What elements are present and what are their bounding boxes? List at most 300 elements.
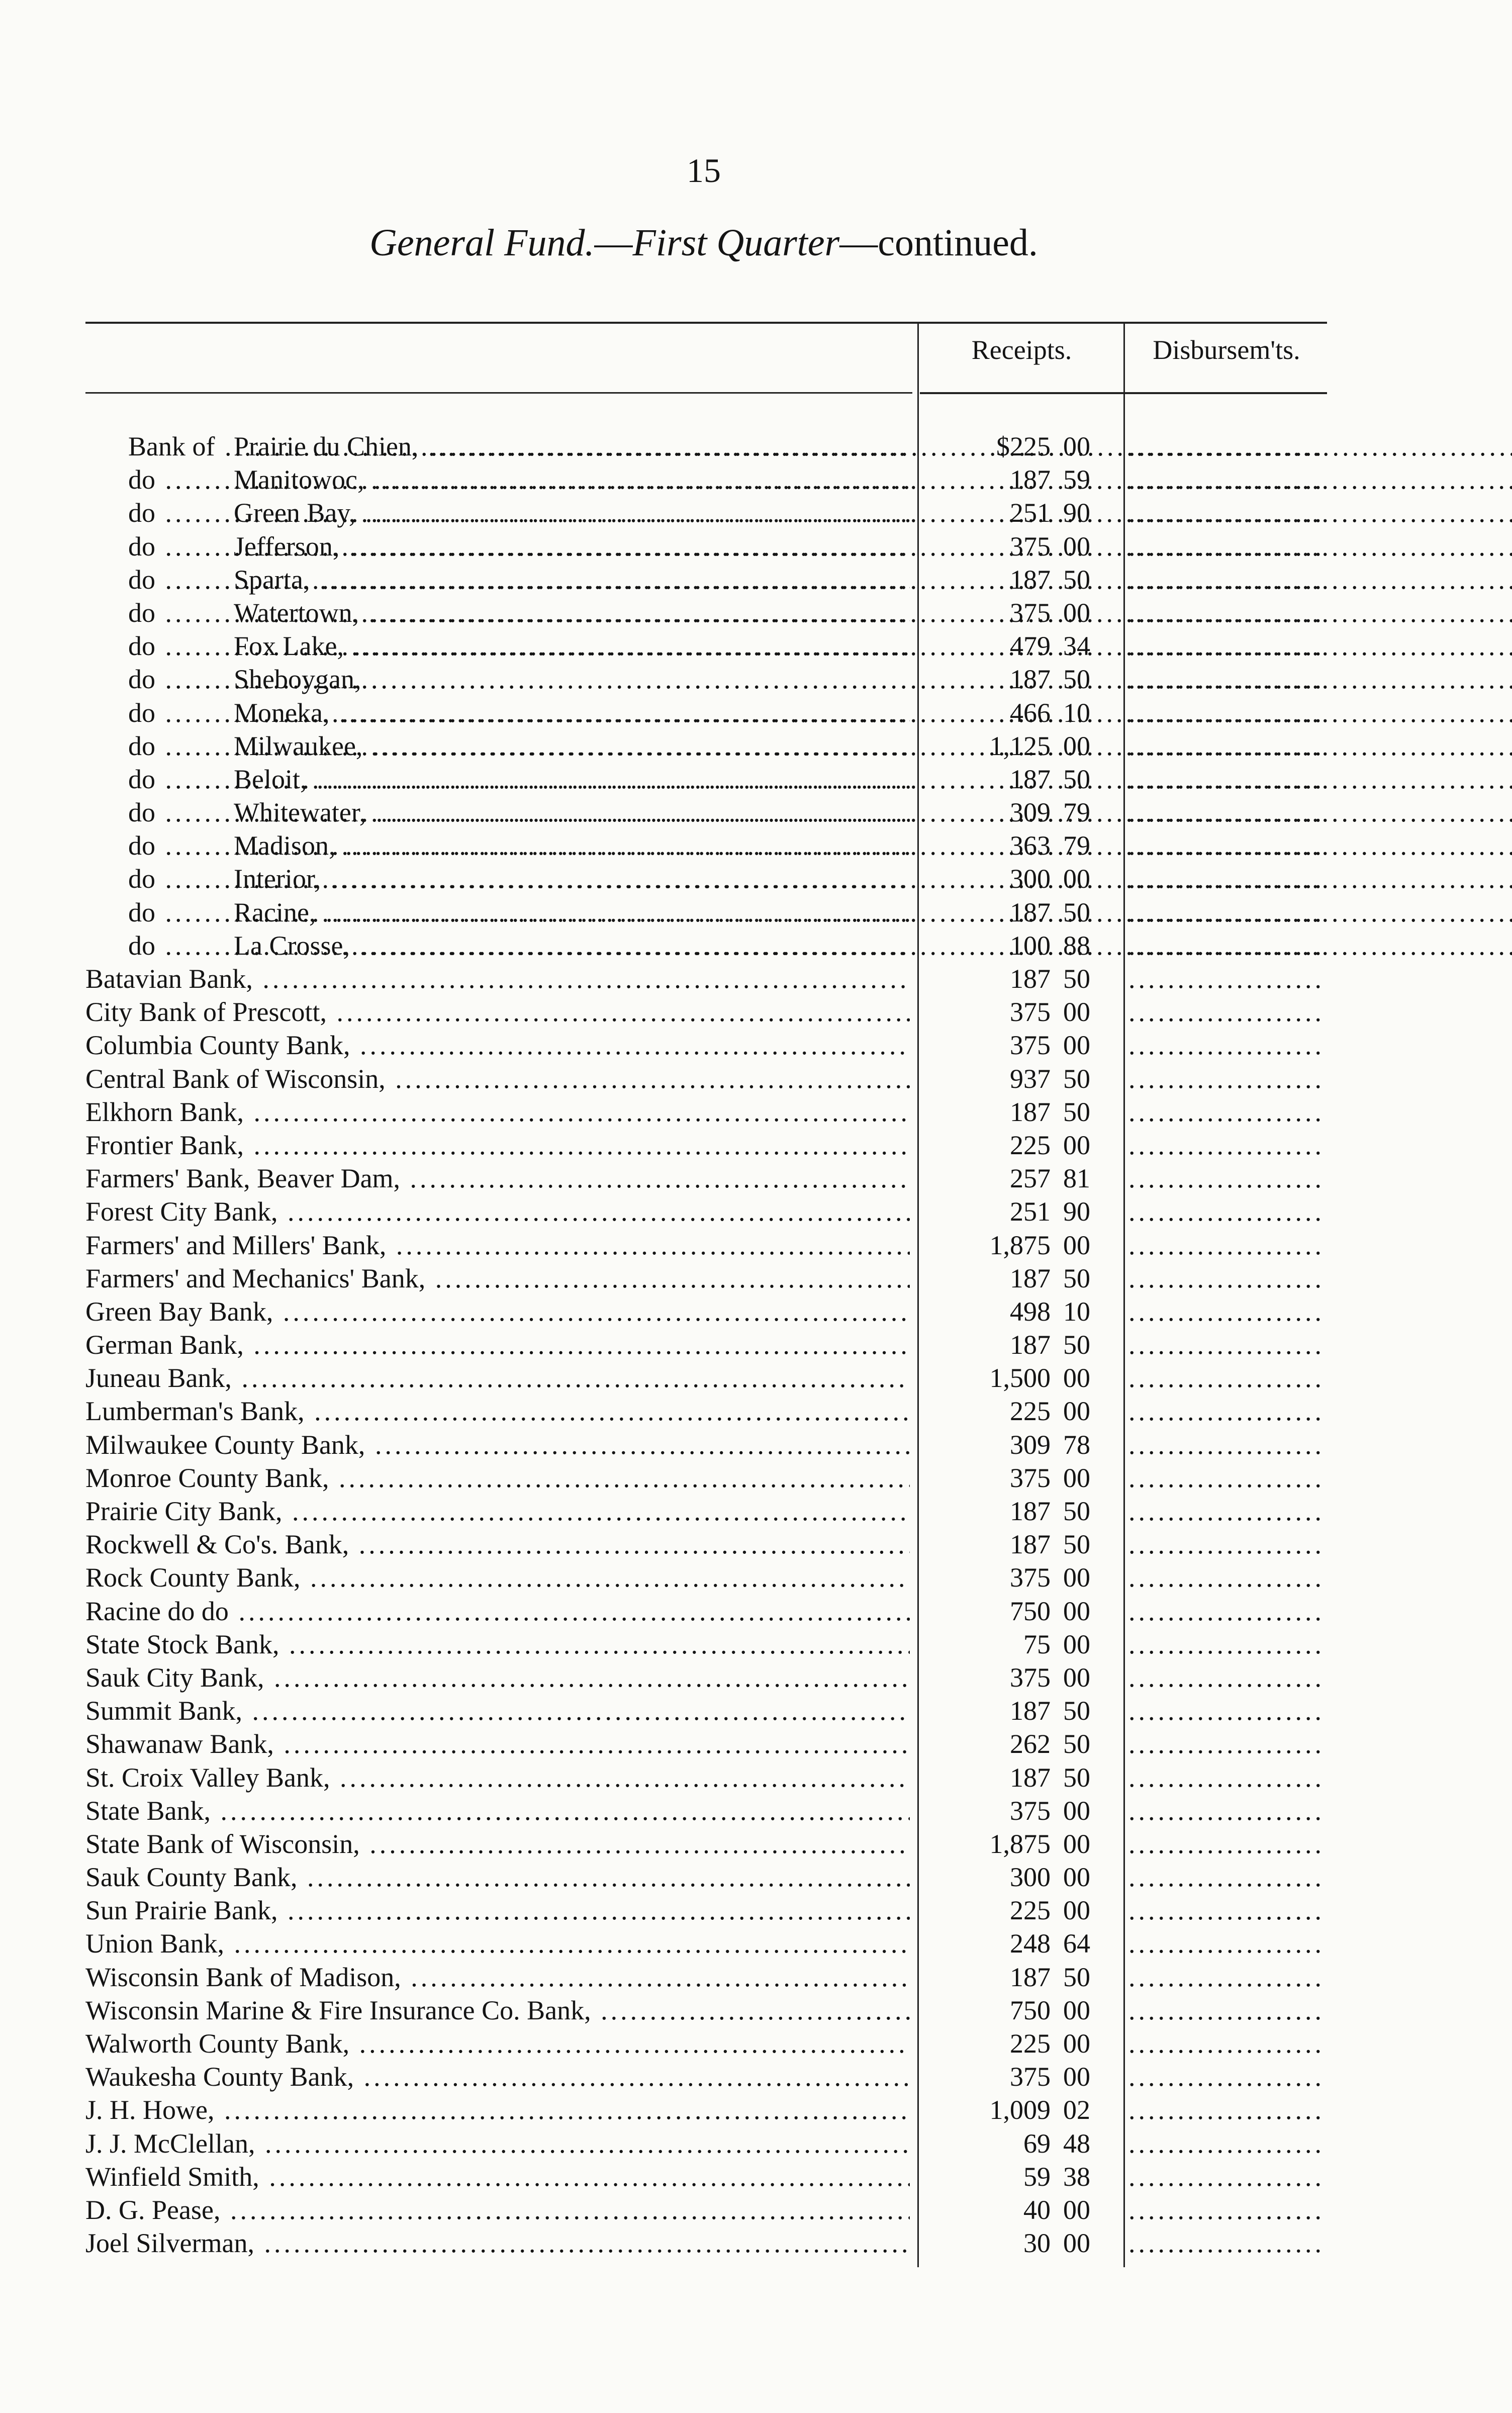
disbursements-column-header: Disbursem'ts. [1153, 335, 1300, 365]
table-row [0, 629, 1512, 663]
receipt-dollars: 40 [1023, 2194, 1051, 2225]
disbursement-leader [1128, 829, 1322, 862]
disbursement-leader [1128, 1561, 1322, 1594]
entry-name: Batavian Bank, ..... [85, 962, 910, 995]
disbursement-leader [1128, 1162, 1322, 1195]
entry-name: City Bank of Prescott, ..... [85, 995, 910, 1029]
table-row [0, 1661, 1512, 1694]
receipt-dollars: 251 [1010, 498, 1051, 528]
disbursement-leader [1128, 1694, 1322, 1727]
entry-name: Juneau Bank, ..... [85, 1361, 910, 1395]
table-row [0, 1029, 1512, 1062]
entry-prefix: do ..... [128, 896, 211, 929]
disbursement-leader [1128, 1794, 1322, 1827]
disbursement-leader [1128, 1661, 1322, 1694]
table-row [0, 463, 1512, 496]
receipt-dollars: 375 [1010, 1562, 1051, 1593]
entry-name: Green Bay, ..... [234, 496, 910, 529]
disbursement-leader [1128, 530, 1322, 563]
disbursement-leader [1128, 1229, 1322, 1262]
disbursement-leader [1128, 896, 1322, 929]
table-row [0, 2060, 1512, 2093]
entry-prefix: Bank of ..... [128, 430, 211, 463]
disbursement-leader [1128, 463, 1322, 496]
disbursement-leader [1128, 696, 1322, 729]
receipt-cents: 00 [1063, 2028, 1090, 2059]
entry-name: Milwaukee, ..... [234, 729, 910, 763]
table-row [0, 1595, 1512, 1628]
receipt-cents: 00 [1063, 1396, 1090, 1427]
disbursement-leader [1128, 1894, 1322, 1927]
table-row [0, 1961, 1512, 1994]
entry-prefix: do ..... [128, 530, 211, 563]
receipt-dollars: 375 [1010, 597, 1051, 628]
receipt-dollars: 375 [1010, 1662, 1051, 1693]
receipt-cents: 00 [1063, 431, 1090, 461]
entry-name: Jefferson, ..... [234, 530, 910, 563]
entry-name: Columbia County Bank, ..... [85, 1029, 910, 1062]
table-row [0, 430, 1512, 463]
table-row [0, 862, 1512, 895]
entry-name: Farmers' and Mechanics' Bank, ..... [85, 1262, 910, 1295]
entry-prefix: do ..... [128, 463, 211, 496]
receipt-dollars: 375 [1010, 997, 1051, 1028]
receipt-cents: 00 [1063, 1828, 1090, 1859]
receipt-dollars: 1,009 [989, 2095, 1051, 2125]
disbursement-leader [1128, 1761, 1322, 1794]
disbursement-leader [1128, 1129, 1322, 1162]
table-row [0, 530, 1512, 563]
entry-name: Farmers' Bank, Beaver Dam, ..... [85, 1162, 910, 1195]
entry-name: Winfield Smith, ..... [85, 2160, 910, 2193]
receipt-cents: 50 [1063, 1962, 1090, 1992]
entry-name: Moneka, ..... [234, 696, 910, 729]
disbursement-leader [1128, 2226, 1322, 2260]
disbursement-leader [1128, 663, 1322, 696]
receipt-cents: 00 [1063, 1462, 1090, 1493]
entry-name: Rock County Bank, ..... [85, 1561, 910, 1594]
table-row [0, 896, 1512, 929]
disbursement-leader [1128, 1295, 1322, 1328]
receipt-cents: 34 [1063, 631, 1090, 662]
entry-prefix: do ..... [128, 563, 211, 596]
receipt-cents: 50 [1063, 1762, 1090, 1793]
receipt-dollars: 1,875 [989, 1828, 1051, 1859]
disbursement-leader [1128, 1062, 1322, 1095]
receipt-cents: 50 [1063, 1263, 1090, 1293]
receipt-cents: 02 [1063, 2095, 1090, 2125]
entry-name: Forest City Bank, ..... [85, 1195, 910, 1228]
entry-name: Racine do do ..... [85, 1595, 910, 1628]
disbursement-leader [1128, 563, 1322, 596]
receipt-dollars: 498 [1010, 1296, 1051, 1327]
table-row [0, 1827, 1512, 1861]
table-row [0, 496, 1512, 529]
receipt-cents: 00 [1063, 1795, 1090, 1826]
receipt-cents: 00 [1063, 1862, 1090, 1893]
receipt-dollars: 750 [1010, 1995, 1051, 2025]
receipt-dollars: 375 [1010, 1030, 1051, 1061]
disbursement-leader [1128, 1262, 1322, 1295]
entry-name: Prairie City Bank, ..... [85, 1495, 910, 1528]
entry-name: German Bank, ..... [85, 1328, 910, 1361]
table-row [0, 1428, 1512, 1461]
receipt-cents: 00 [1063, 997, 1090, 1028]
disbursement-leader [1128, 1461, 1322, 1495]
receipt-cents: 00 [1063, 1596, 1090, 1626]
disbursement-leader [1128, 2060, 1322, 2093]
table-row [0, 729, 1512, 763]
disbursement-leader [1128, 862, 1322, 895]
receipt-dollars: 363 [1010, 830, 1051, 861]
table-row [0, 596, 1512, 629]
receipt-cents: 59 [1063, 465, 1090, 495]
disbursement-leader [1128, 1195, 1322, 1228]
receipt-cents: 50 [1063, 764, 1090, 794]
entry-prefix: do ..... [128, 663, 211, 696]
disbursement-leader [1128, 729, 1322, 763]
disbursement-leader [1128, 1495, 1322, 1528]
receipt-cents: 64 [1063, 1928, 1090, 1959]
entry-name: J. J. McClellan, ..... [85, 2127, 910, 2160]
entry-name: Farmers' and Millers' Bank, ..... [85, 1229, 910, 1262]
entry-name: Interior, ..... [234, 862, 910, 895]
entry-prefix: do ..... [128, 496, 211, 529]
receipt-dollars: 1,125 [989, 730, 1051, 761]
disbursement-leader [1128, 2093, 1322, 2126]
entry-prefix: do ..... [128, 629, 211, 663]
entry-name: State Stock Bank, ..... [85, 1628, 910, 1661]
table-row [0, 1528, 1512, 1561]
entry-name: Union Bank, ..... [85, 1927, 910, 1960]
receipt-dollars: 466 [1010, 697, 1051, 728]
receipt-dollars: 309 [1010, 797, 1051, 828]
entry-name: Monroe County Bank, ..... [85, 1461, 910, 1495]
table-row [0, 1262, 1512, 1295]
receipt-dollars: 75 [1023, 1629, 1051, 1659]
heading-continued: continued. [878, 222, 1038, 264]
receipt-cents: 00 [1063, 1363, 1090, 1394]
table-top-rule [85, 322, 1327, 324]
receipt-cents: 50 [1063, 564, 1090, 595]
entry-name: J. H. Howe, ..... [85, 2093, 910, 2126]
disbursement-leader [1128, 796, 1322, 829]
receipt-cents: 50 [1063, 1330, 1090, 1360]
receipt-cents: 79 [1063, 830, 1090, 861]
receipt-cents: 50 [1063, 1529, 1090, 1560]
entry-name: Sauk County Bank, ..... [85, 1861, 910, 1894]
table-row [0, 763, 1512, 796]
disbursement-leader [1128, 929, 1322, 962]
disbursement-leader [1128, 763, 1322, 796]
disbursement-leader [1128, 1827, 1322, 1861]
disbursement-leader [1128, 596, 1322, 629]
receipt-cents: 00 [1063, 2194, 1090, 2225]
receipt-dollars: 300 [1010, 1862, 1051, 1893]
receipt-dollars: 187 [1010, 1762, 1051, 1793]
disbursement-leader [1128, 2127, 1322, 2160]
table-row [0, 1694, 1512, 1727]
table-row [0, 1062, 1512, 1095]
table-row [0, 1861, 1512, 1894]
entry-prefix: do ..... [128, 862, 211, 895]
table-row [0, 2160, 1512, 2193]
header-bottom-rule-left [85, 392, 912, 394]
table-row [0, 1295, 1512, 1328]
entry-name: State Bank of Wisconsin, ..... [85, 1827, 910, 1861]
entry-prefix: do ..... [128, 696, 211, 729]
receipt-cents: 00 [1063, 1895, 1090, 1926]
page-heading [251, 221, 1156, 265]
table-row [0, 663, 1512, 696]
table-row [0, 563, 1512, 596]
receipt-dollars: 187 [1010, 1696, 1051, 1726]
receipt-dollars: 187 [1010, 1962, 1051, 1992]
receipt-cents: 10 [1063, 697, 1090, 728]
entry-name: Beloit, ..... [234, 763, 910, 796]
entry-name: Rockwell & Co's. Bank, ..... [85, 1528, 910, 1561]
heading-dash-2: — [839, 222, 878, 264]
receipt-cents: 50 [1063, 964, 1090, 994]
receipt-dollars: 69 [1023, 2128, 1051, 2159]
receipt-cents: 00 [1063, 597, 1090, 628]
table-row [0, 1994, 1512, 2027]
receipt-cents: 38 [1063, 2161, 1090, 2192]
entry-name: La Crosse, ..... [234, 929, 910, 962]
receipt-cents: 00 [1063, 531, 1090, 562]
table-row [0, 1162, 1512, 1195]
receipt-cents: 00 [1063, 1562, 1090, 1593]
disbursement-leader [1128, 1361, 1322, 1395]
table-row [0, 1894, 1512, 1927]
table-row [0, 2193, 1512, 2226]
receipt-cents: 50 [1063, 1729, 1090, 1759]
table-row [0, 1195, 1512, 1228]
entry-name: Madison, ..... [234, 829, 910, 862]
receipt-cents: 00 [1063, 864, 1090, 894]
receipt-cents: 90 [1063, 498, 1090, 528]
receipt-dollars: 187 [1010, 564, 1051, 595]
receipt-cents: 00 [1063, 1230, 1090, 1260]
table-row [0, 1628, 1512, 1661]
disbursement-leader [1128, 1029, 1322, 1062]
table-row [0, 1328, 1512, 1361]
receipt-cents: 81 [1063, 1163, 1090, 1194]
disbursement-leader [1128, 1095, 1322, 1129]
receipt-cents: 90 [1063, 1196, 1090, 1227]
receipt-dollars: 100 [1010, 930, 1051, 961]
receipts-column-header: Receipts. [971, 335, 1072, 365]
ledger-rows [0, 430, 1512, 2260]
receipt-dollars: 750 [1010, 1596, 1051, 1626]
table-row [0, 696, 1512, 729]
receipt-cents: 00 [1063, 1662, 1090, 1693]
entry-name: Whitewater, ..... [234, 796, 910, 829]
entry-prefix: do ..... [128, 763, 211, 796]
disbursement-leader [1128, 2193, 1322, 2226]
entry-prefix: do ..... [128, 796, 211, 829]
disbursement-leader [1128, 1328, 1322, 1361]
entry-name: Prairie du Chien, ..... [234, 430, 910, 463]
table-row [0, 1761, 1512, 1794]
receipt-dollars: $225 [996, 431, 1051, 461]
table-row [0, 962, 1512, 995]
table-row [0, 796, 1512, 829]
disbursement-leader [1128, 1727, 1322, 1760]
entry-name: Shawanaw Bank, ..... [85, 1727, 910, 1760]
entry-name: Elkhorn Bank, ..... [85, 1095, 910, 1129]
entry-name: Lumberman's Bank, ..... [85, 1395, 910, 1428]
table-row [0, 1495, 1512, 1528]
entry-prefix: do ..... [128, 729, 211, 763]
receipt-dollars: 375 [1010, 1795, 1051, 1826]
receipt-dollars: 187 [1010, 1096, 1051, 1127]
receipt-cents: 00 [1063, 1030, 1090, 1061]
disbursement-leader [1128, 1428, 1322, 1461]
receipt-dollars: 59 [1023, 2161, 1051, 2192]
entry-name: D. G. Pease, ..... [85, 2193, 910, 2226]
table-row [0, 2027, 1512, 2060]
receipt-cents: 00 [1063, 1995, 1090, 2025]
disbursement-leader [1128, 1927, 1322, 1960]
disbursement-leader [1128, 2027, 1322, 2060]
table-row [0, 1927, 1512, 1960]
receipt-dollars: 225 [1010, 1895, 1051, 1926]
disbursement-leader [1128, 1395, 1322, 1428]
receipt-cents: 79 [1063, 797, 1090, 828]
receipt-dollars: 30 [1023, 2228, 1051, 2259]
table-row [0, 2127, 1512, 2160]
receipt-dollars: 225 [1010, 1130, 1051, 1160]
table-row [0, 1461, 1512, 1495]
receipt-cents: 88 [1063, 930, 1090, 961]
receipt-dollars: 375 [1010, 2062, 1051, 2092]
receipt-dollars: 262 [1010, 1729, 1051, 1759]
receipt-dollars: 187 [1010, 964, 1051, 994]
disbursement-leader [1128, 496, 1322, 529]
entry-prefix: do ..... [128, 829, 211, 862]
disbursement-leader [1128, 1994, 1322, 2027]
disbursement-leader [1128, 430, 1322, 463]
entry-name: Walworth County Bank, ..... [85, 2027, 910, 2060]
receipt-dollars: 187 [1010, 764, 1051, 794]
table-row [0, 1561, 1512, 1594]
receipt-cents: 00 [1063, 2228, 1090, 2259]
table-row [0, 2093, 1512, 2126]
disbursement-leader [1128, 2160, 1322, 2193]
entry-prefix: do ..... [128, 929, 211, 962]
receipt-cents: 48 [1063, 2128, 1090, 2159]
disbursement-leader [1128, 1595, 1322, 1628]
entry-name: Summit Bank, ..... [85, 1694, 910, 1727]
entry-name: State Bank, ..... [85, 1794, 910, 1827]
entry-name: Sheboygan, ..... [234, 663, 910, 696]
entry-name: Sparta, ..... [234, 563, 910, 596]
entry-name: Green Bay Bank, ..... [85, 1295, 910, 1328]
entry-name: St. Croix Valley Bank, ..... [85, 1761, 910, 1794]
entry-name: Sun Prairie Bank, ..... [85, 1894, 910, 1927]
entry-name: Waukesha County Bank, ..... [85, 2060, 910, 2093]
entry-name: Central Bank of Wisconsin, ..... [85, 1062, 910, 1095]
disbursement-leader [1128, 1628, 1322, 1661]
receipt-dollars: 1,500 [989, 1363, 1051, 1394]
disbursement-leader [1128, 995, 1322, 1029]
disbursement-leader [1128, 1961, 1322, 1994]
table-row [0, 1129, 1512, 1162]
receipt-dollars: 248 [1010, 1928, 1051, 1959]
table-row [0, 1794, 1512, 1827]
entry-name: Frontier Bank, ..... [85, 1129, 910, 1162]
receipt-cents: 50 [1063, 1496, 1090, 1526]
receipt-dollars: 187 [1010, 465, 1051, 495]
entry-name: Joel Silverman, ..... [85, 2226, 910, 2260]
entry-name: Sauk City Bank, ..... [85, 1661, 910, 1694]
table-row [0, 929, 1512, 962]
receipt-dollars: 187 [1010, 1529, 1051, 1560]
receipt-cents: 50 [1063, 897, 1090, 927]
receipt-dollars: 251 [1010, 1196, 1051, 1227]
receipt-cents: 00 [1063, 730, 1090, 761]
receipt-dollars: 225 [1010, 1396, 1051, 1427]
disbursement-leader [1128, 1528, 1322, 1561]
receipt-dollars: 300 [1010, 864, 1051, 894]
receipt-dollars: 187 [1010, 1496, 1051, 1526]
table-row [0, 995, 1512, 1029]
receipt-cents: 00 [1063, 1130, 1090, 1160]
receipt-dollars: 375 [1010, 531, 1051, 562]
table-row [0, 1229, 1512, 1262]
receipt-cents: 78 [1063, 1429, 1090, 1460]
disbursement-leader [1128, 629, 1322, 663]
entry-name: Wisconsin Bank of Madison, ..... [85, 1961, 910, 1994]
receipt-dollars: 1,875 [989, 1230, 1051, 1260]
table-row [0, 1361, 1512, 1395]
heading-quarter: First Quarter [632, 222, 840, 264]
receipt-dollars: 225 [1010, 2028, 1051, 2059]
entry-name: Racine, ..... [234, 896, 910, 929]
table-row [0, 1395, 1512, 1428]
entry-prefix: do ..... [128, 596, 211, 629]
receipt-cents: 50 [1063, 664, 1090, 695]
page-number: 15 [687, 151, 721, 190]
entry-name: Milwaukee County Bank, ..... [85, 1428, 910, 1461]
receipt-dollars: 187 [1010, 1263, 1051, 1293]
entry-name: Wisconsin Marine & Fire Insurance Co. Bank, ..... [85, 1994, 910, 2027]
receipt-cents: 50 [1063, 1096, 1090, 1127]
receipt-cents: 00 [1063, 2062, 1090, 2092]
receipt-cents: 50 [1063, 1696, 1090, 1726]
entry-name: Fox Lake, ..... [234, 629, 910, 663]
disbursement-leader [1128, 1861, 1322, 1894]
receipt-dollars: 309 [1010, 1429, 1051, 1460]
receipt-dollars: 257 [1010, 1163, 1051, 1194]
receipt-cents: 10 [1063, 1296, 1090, 1327]
heading-dash-1: — [594, 222, 633, 264]
receipt-dollars: 187 [1010, 664, 1051, 695]
receipt-dollars: 937 [1010, 1063, 1051, 1094]
heading-fund: General Fund. [369, 222, 595, 264]
table-row [0, 829, 1512, 862]
receipt-dollars: 187 [1010, 1330, 1051, 1360]
entry-name: Manitowoc, ..... [234, 463, 910, 496]
receipt-cents: 00 [1063, 1629, 1090, 1659]
entry-name: Watertown, ..... [234, 596, 910, 629]
table-row [0, 1727, 1512, 1760]
receipt-cents: 50 [1063, 1063, 1090, 1094]
table-row [0, 2226, 1512, 2260]
receipt-dollars: 187 [1010, 897, 1051, 927]
receipt-dollars: 479 [1010, 631, 1051, 662]
